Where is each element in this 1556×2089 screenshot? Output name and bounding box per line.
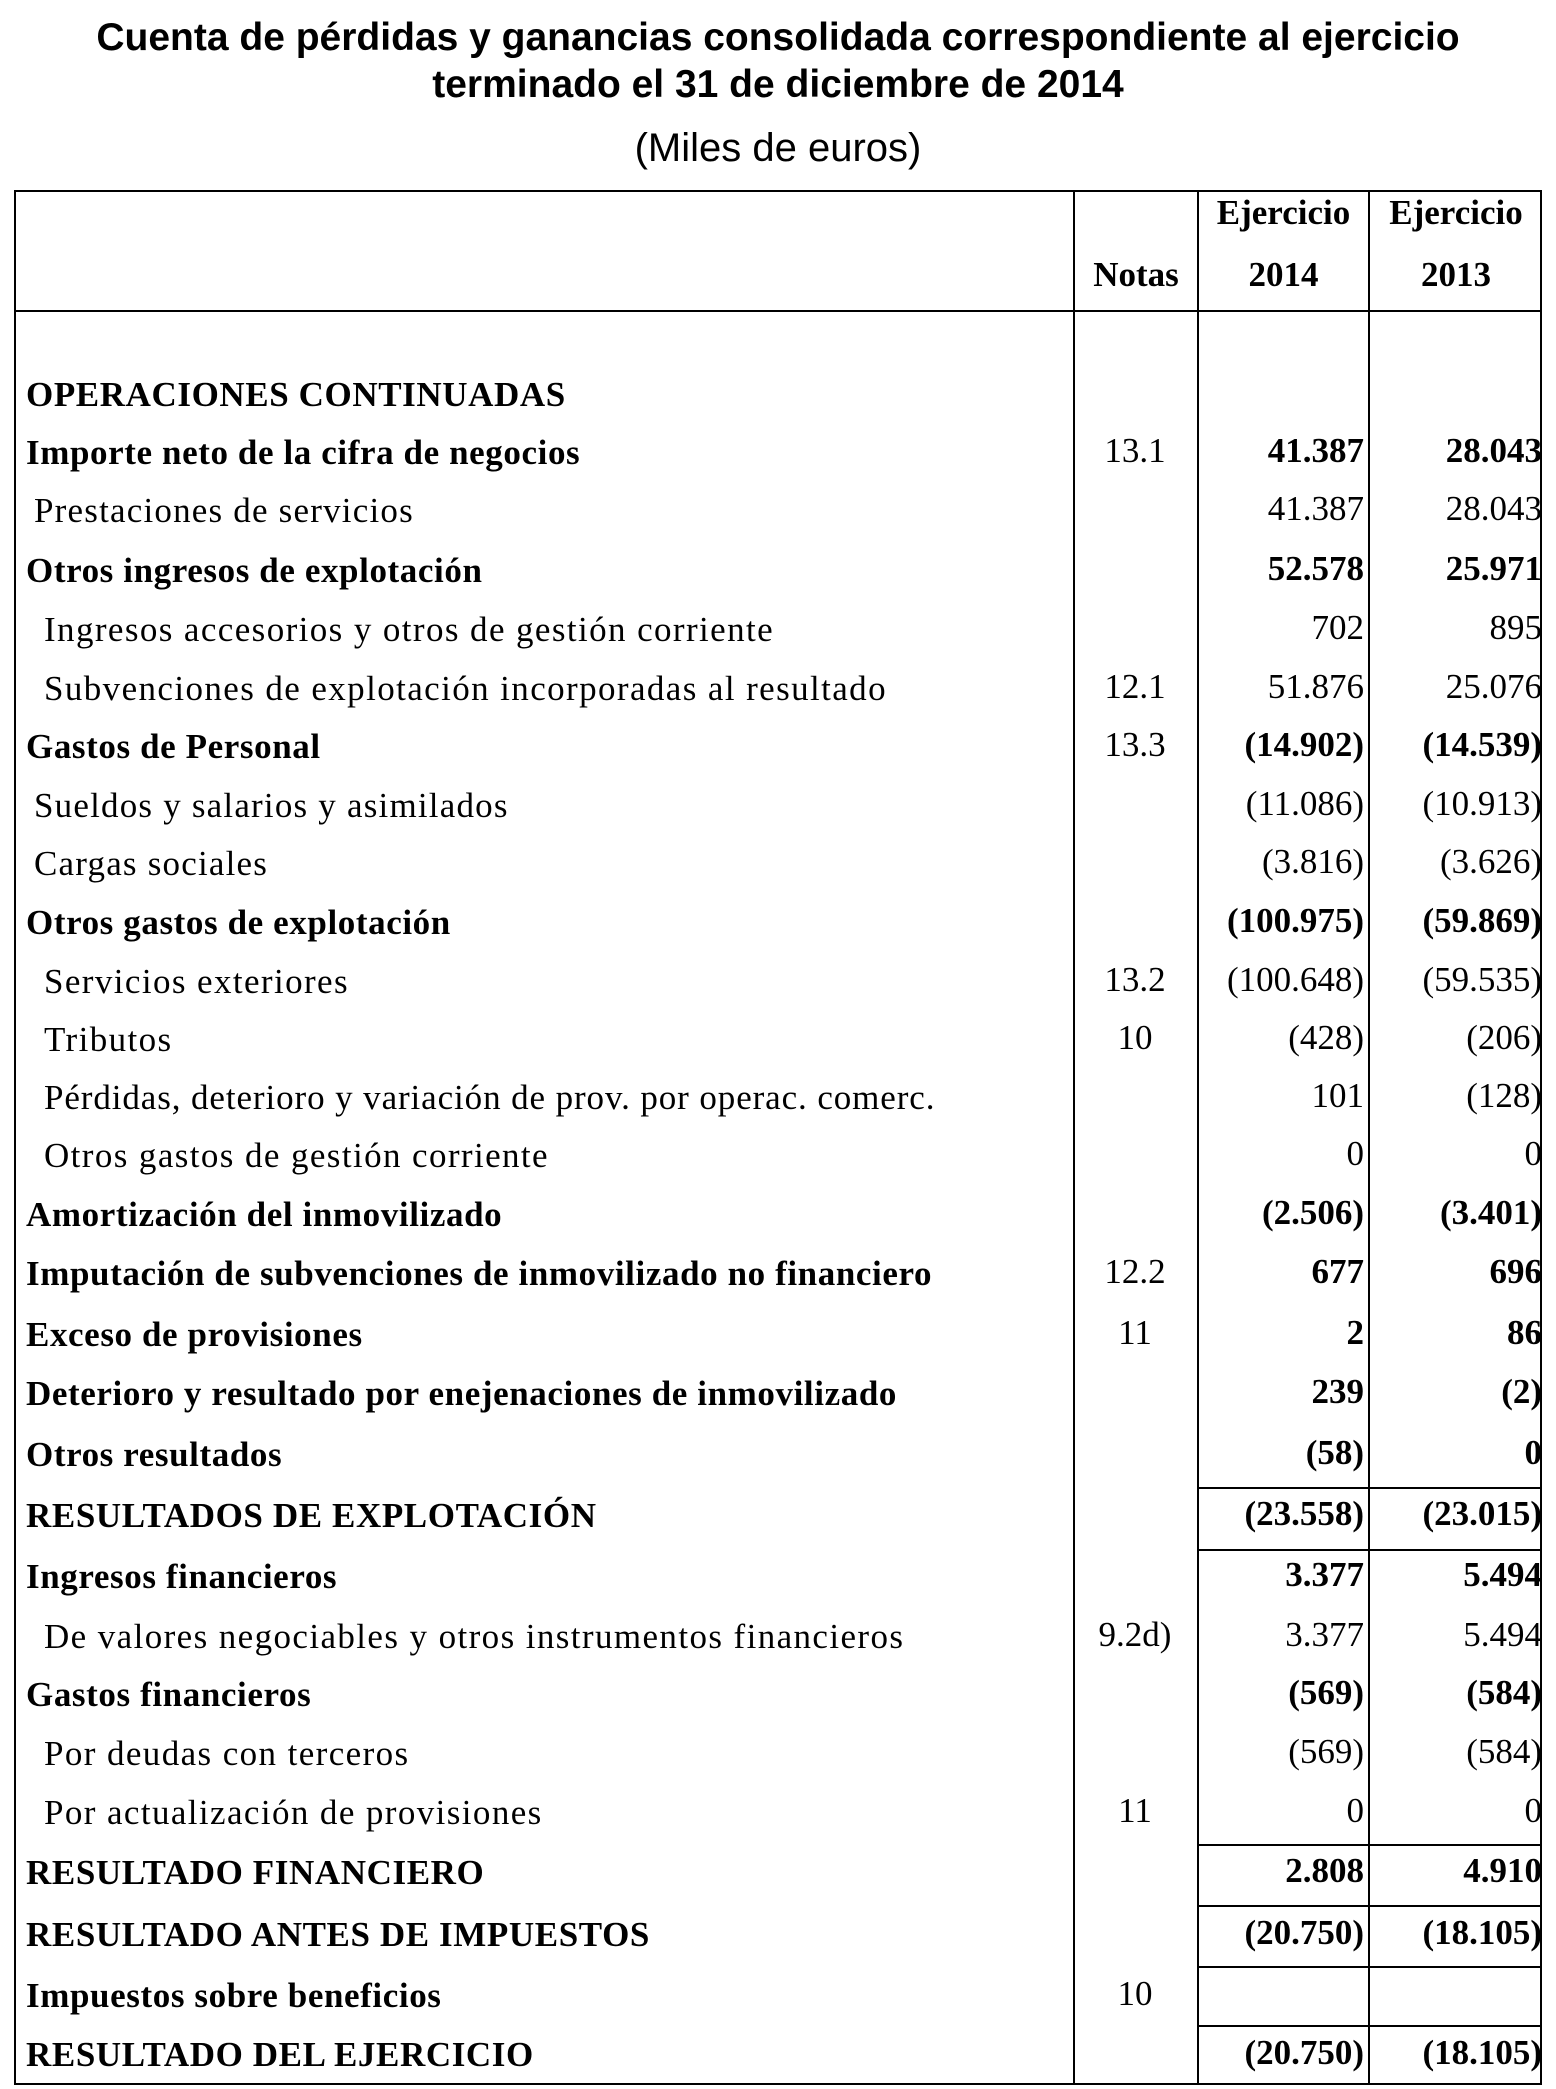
row-nota: 9.2d) [1098,1615,1172,1654]
row-label: Subvenciones de explotación incorporadas al resultado [44,669,887,708]
row-label: RESULTADO DEL EJERCICIO [26,2035,534,2074]
row-label: Amortización del inmovilizado [26,1195,503,1234]
row-label: Otros gastos de explotación [26,903,451,942]
row-label: RESULTADO ANTES DE IMPUESTOS [26,1915,650,1954]
row-value-2014: (58) [1305,1433,1364,1472]
table-row [14,1126,1542,1184]
row-value-2013: 86 [1507,1313,1542,1352]
title-line-2: terminado el 31 de diciembre de 2014 [432,63,1124,106]
row-value-2013: 696 [1489,1252,1542,1291]
row-value-2014: (2.506) [1261,1193,1364,1232]
row-label: Tributos [44,1020,173,1059]
row-value-2013: (128) [1466,1076,1542,1115]
row-value-2014: 3.377 [1285,1615,1364,1654]
table-row [14,541,1542,599]
row-value-2013: (18.105) [1422,1913,1542,1952]
row-value-2014: 239 [1311,1372,1364,1411]
table-row [14,1665,1542,1723]
row-value-2014: (569) [1288,1673,1364,1712]
row-label: Cargas sociales [34,844,269,883]
table-row [14,834,1542,892]
row-value-2014: 101 [1311,1076,1364,1115]
row-value-2013: 4.910 [1463,1851,1542,1890]
row-nota: 13.1 [1104,431,1166,470]
table-row [14,776,1542,834]
row-value-2013: 25.076 [1445,667,1542,706]
table-row [14,1783,1542,1841]
row-value-2014: (20.750) [1244,1913,1364,1952]
row-nota: 11 [1118,1791,1152,1830]
row-label: De valores negociables y otros instrumentos financieros [44,1617,905,1656]
table-row [14,1185,1542,1243]
row-value-2013: 895 [1489,608,1542,647]
row-value-2014: (569) [1288,1732,1364,1771]
table-row [14,1966,1542,2024]
table-row [14,952,1542,1010]
row-value-2013: (2) [1501,1372,1542,1411]
row-value-2013: (23.015) [1422,1494,1542,1533]
row-label: Por actualización de provisiones [44,1793,543,1832]
table-row [14,1724,1542,1782]
row-value-2013: 0 [1524,1433,1542,1472]
row-label: Imputación de subvenciones de inmovilizado no financiero [26,1254,933,1293]
row-nota: 13.3 [1104,725,1166,764]
row-nota: 11 [1118,1313,1152,1352]
row-value-2014: 41.387 [1267,489,1364,528]
table-row [14,1364,1542,1422]
table-row [14,423,1542,481]
column-header-2013-line2: 2013 [1421,255,1491,294]
table-row [14,1843,1542,1901]
row-value-2014: 677 [1311,1252,1364,1291]
row-value-2014: (23.558) [1244,1494,1364,1533]
table-row [14,481,1542,539]
table-row [14,659,1542,717]
column-header-2014-line1: Ejercicio [1216,193,1351,232]
row-value-2014: 702 [1311,608,1364,647]
row-value-2013: (59.535) [1422,960,1542,999]
row-value-2013: (59.869) [1422,901,1542,940]
row-value-2014: 0 [1346,1791,1364,1830]
page-title [0,14,1556,108]
row-label: Pérdidas, deterioro y variación de prov. por operac. comerc. [44,1078,936,1117]
row-value-2013: (14.539) [1422,725,1542,764]
row-label: Impuestos sobre beneficios [26,1976,442,2015]
row-value-2014: (20.750) [1244,2033,1364,2072]
table-row [14,600,1542,658]
row-value-2013: (10.913) [1422,784,1542,823]
row-value-2013: (584) [1466,1732,1542,1771]
table-row [14,1010,1542,1068]
row-label: Por deudas con terceros [44,1734,410,1773]
row-nota: 12.2 [1104,1252,1166,1291]
table-row [14,1486,1542,1544]
column-header-2013-line1: Ejercicio [1389,193,1523,232]
row-value-2013: 28.043 [1445,489,1542,528]
column-header-notas: Notas [1093,255,1179,294]
subtotal-rule-impuestos [1199,1966,1542,1968]
row-value-2013: 5.494 [1463,1555,1542,1594]
row-nota: 10 [1117,1974,1153,2013]
row-label: Otros ingresos de explotación [26,551,483,590]
row-label: Servicios exteriores [44,962,349,1001]
row-label: Deterioro y resultado por enejenaciones de inmovilizado [26,1374,897,1413]
subtotal-rule-antes-impuestos [1199,1905,1542,1907]
row-value-2014: 2 [1346,1313,1364,1352]
row-label: Gastos financieros [26,1675,312,1714]
subtotal-rule-resultado-financiero [1199,1844,1542,1846]
row-value-2014: (11.086) [1245,784,1364,823]
row-value-2013: 28.043 [1445,431,1542,470]
row-value-2014: (100.975) [1226,901,1364,940]
table-row [14,1547,1542,1605]
row-value-2013: (18.105) [1422,2033,1542,2072]
row-label: RESULTADOS DE EXPLOTACIÓN [26,1496,597,1535]
row-label: Otros resultados [26,1435,283,1474]
row-label: Ingresos financieros [26,1557,338,1596]
row-value-2014: (3.816) [1261,842,1364,881]
row-nota: 10 [1117,1018,1153,1057]
row-value-2014: 0 [1346,1134,1364,1173]
row-value-2014: (100.648) [1226,960,1364,999]
table-row [14,1244,1542,1302]
row-label: Gastos de Personal [26,727,321,766]
row-value-2014: (428) [1288,1018,1364,1057]
row-value-2014: 52.578 [1267,549,1364,588]
subtotal-rule-ingresos-financieros [1199,1549,1542,1551]
row-nota: 13.2 [1104,960,1166,999]
row-value-2013: (206) [1466,1018,1542,1057]
table-row [14,1425,1542,1483]
row-label: Exceso de provisiones [26,1315,363,1354]
row-value-2013: 25.971 [1445,549,1542,588]
table-row [14,365,1542,423]
row-label: Otros gastos de gestión corriente [44,1136,549,1175]
row-value-2013: 0 [1524,1134,1542,1173]
row-label: OPERACIONES CONTINUADAS [26,375,566,414]
row-value-2014: 3.377 [1285,1555,1364,1594]
row-value-2013: (3.401) [1439,1193,1542,1232]
row-value-2013: (3.626) [1439,842,1542,881]
subtotal-rule-explotacion [1199,1487,1542,1489]
row-label: Ingresos accesorios y otros de gestión corriente [44,610,775,649]
table-row [14,1607,1542,1665]
row-label: Importe neto de la cifra de negocios [26,433,581,472]
table-row [14,1305,1542,1363]
column-header-2014-line2: 2014 [1248,255,1319,294]
row-value-2013: 0 [1524,1791,1542,1830]
table-row [14,717,1542,775]
row-value-2014: 51.876 [1267,667,1364,706]
row-label: Prestaciones de servicios [34,491,414,530]
title-line-1: Cuenta de pérdidas y ganancias consolidada correspondiente al ejercicio [96,16,1460,59]
subtotal-rule-resultado-ejercicio [1199,2025,1542,2027]
table-row [14,1905,1542,1963]
units-subtitle: (Miles de euros) [634,126,922,170]
row-label: RESULTADO FINANCIERO [26,1853,485,1892]
row-value-2013: 5.494 [1463,1615,1542,1654]
table-row [14,1068,1542,1126]
table-row [14,893,1542,951]
row-value-2014: 2.808 [1285,1851,1364,1890]
row-label: Sueldos y salarios y asimilados [34,786,509,825]
row-value-2013: (584) [1466,1673,1542,1712]
row-value-2014: (14.902) [1244,725,1364,764]
row-nota: 12.1 [1104,667,1166,706]
header-divider [14,310,1542,312]
table-row [14,2025,1542,2083]
row-value-2014: 41.387 [1267,431,1364,470]
